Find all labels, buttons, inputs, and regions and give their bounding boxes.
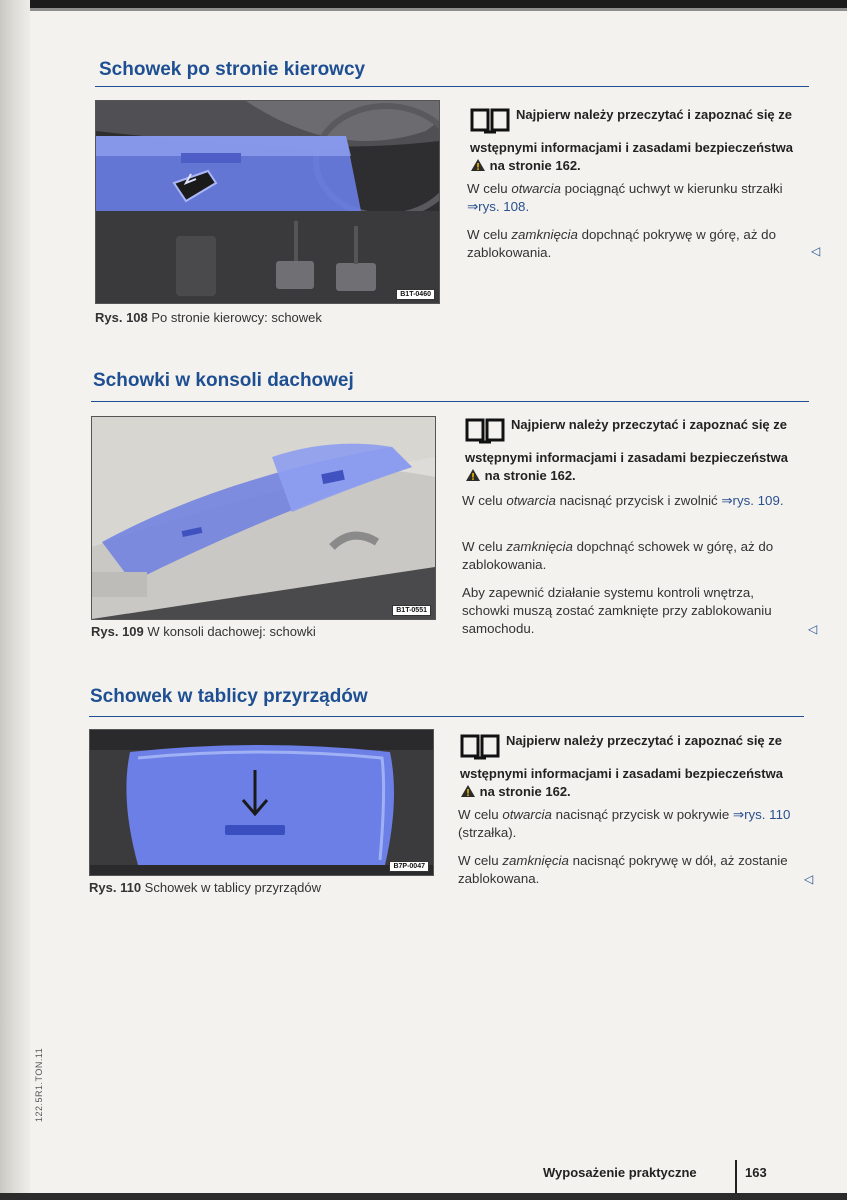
warning-triangle-icon bbox=[470, 158, 486, 177]
side-code: 122.5R1.TON.11 bbox=[34, 1047, 44, 1122]
section-title-dashboard: Schowek w tablicy przyrządów bbox=[90, 686, 368, 707]
figure-109 bbox=[91, 416, 436, 620]
emphasis: otwarcia bbox=[506, 493, 556, 508]
figure-reference-link[interactable]: ⇒rys. 110 bbox=[732, 807, 791, 822]
note-text: Najpierw należy przeczytać i zapoznać się ze wstępnymi informacjami i zasadami bezpieczeństwa bbox=[465, 417, 788, 465]
text: pociągnąć uchwyt w kierunku strzałki bbox=[564, 181, 783, 196]
end-of-section-icon: ◁ bbox=[804, 872, 814, 886]
text: W celu bbox=[467, 227, 508, 242]
caption-label: Rys. 109 bbox=[91, 624, 144, 639]
caption-label: Rys. 108 bbox=[95, 310, 148, 325]
top-border-shadow bbox=[30, 8, 847, 11]
text: W celu bbox=[458, 807, 499, 822]
emphasis: otwarcia bbox=[511, 181, 561, 196]
safety-note bbox=[470, 106, 805, 177]
safety-note bbox=[460, 732, 795, 803]
figure-108-illustration bbox=[96, 101, 439, 303]
note-reference: na stronie 162. bbox=[489, 158, 581, 173]
text: (strzałka). bbox=[458, 825, 517, 840]
figure-109-illustration bbox=[92, 417, 435, 619]
paragraph-close bbox=[462, 538, 802, 574]
emphasis: otwarcia bbox=[502, 807, 552, 822]
figure-reference-link[interactable]: ⇒rys. 108. bbox=[467, 199, 530, 214]
note-text: Najpierw należy przeczytać i zapoznać się ze wstępnymi informacjami i zasadami bezpieczeństwa bbox=[460, 733, 783, 781]
bottom-border bbox=[0, 1193, 847, 1200]
section-rule bbox=[95, 86, 809, 87]
figure-caption-109 bbox=[91, 624, 316, 639]
note-text: Najpierw należy przeczytać i zapoznać się ze wstępnymi informacjami i zasadami bezpieczeństwa bbox=[470, 107, 793, 155]
text: W celu bbox=[462, 493, 503, 508]
figure-code: B7P-0047 bbox=[389, 861, 429, 872]
text: W celu bbox=[467, 181, 508, 196]
section-title-driver-compartment: Schowek po stronie kierowcy bbox=[99, 59, 366, 80]
figure-110 bbox=[89, 729, 434, 876]
warning-triangle-icon bbox=[465, 468, 481, 487]
warning-triangle-icon bbox=[460, 784, 476, 803]
paragraph-open bbox=[462, 492, 797, 510]
book-spine bbox=[0, 0, 30, 1200]
book-icon bbox=[470, 106, 510, 139]
end-of-section-icon: ◁ bbox=[811, 244, 821, 258]
text: W celu bbox=[458, 853, 499, 868]
paragraph-close bbox=[458, 852, 798, 888]
paragraph-open bbox=[467, 180, 802, 216]
figure-caption-108 bbox=[95, 310, 322, 325]
caption-text: W konsoli dachowej: schowki bbox=[147, 624, 316, 639]
book-icon bbox=[465, 416, 505, 449]
emphasis: zamknięcia bbox=[506, 539, 573, 554]
caption-text: Schowek w tablicy przyrządów bbox=[144, 880, 321, 895]
text: nacisnąć przycisk w pokrywie bbox=[555, 807, 730, 822]
paragraph-close bbox=[467, 226, 807, 262]
figure-code: B1T-0551 bbox=[392, 605, 431, 616]
note-reference: na stronie 162. bbox=[484, 468, 576, 483]
figure-caption-110 bbox=[89, 880, 321, 895]
figure-108 bbox=[95, 100, 440, 304]
caption-text: Po stronie kierowcy: schowek bbox=[151, 310, 322, 325]
text: nacisnąć pokrywę w dół, aż zostanie zablokowana. bbox=[458, 853, 788, 886]
footer-separator bbox=[735, 1160, 737, 1194]
safety-note bbox=[465, 416, 800, 487]
figure-110-illustration bbox=[90, 730, 433, 875]
section-title-roof-console: Schowki w konsoli dachowej bbox=[93, 370, 354, 391]
top-border bbox=[30, 0, 847, 8]
end-of-section-icon: ◁ bbox=[808, 622, 818, 636]
text: dopchnąć pokrywę w górę, aż do zablokowania. bbox=[467, 227, 776, 260]
footer-chapter-title: Wyposażenie praktyczne bbox=[543, 1165, 697, 1180]
figure-code: B1T-0460 bbox=[396, 289, 435, 300]
emphasis: zamknięcia bbox=[511, 227, 578, 242]
text: W celu bbox=[462, 539, 503, 554]
paragraph-interior-monitoring: Aby zapewnić działanie systemu kontroli wnętrza, schowki muszą zostać zamknięte przy zablokowaniu samochodu. bbox=[462, 585, 772, 636]
note-reference: na stronie 162. bbox=[479, 784, 571, 799]
page-number: 163 bbox=[745, 1165, 767, 1180]
caption-label: Rys. 110 bbox=[89, 880, 142, 895]
section-rule bbox=[91, 401, 809, 402]
section-rule bbox=[89, 716, 804, 717]
text: dopchnąć schowek w górę, aż do zablokowania. bbox=[462, 539, 774, 572]
text: nacisnąć przycisk i zwolnić bbox=[559, 493, 718, 508]
paragraph-open bbox=[458, 806, 793, 842]
figure-reference-link[interactable]: ⇒rys. 109. bbox=[721, 493, 784, 508]
emphasis: zamknięcia bbox=[502, 853, 569, 868]
book-icon bbox=[460, 732, 500, 765]
